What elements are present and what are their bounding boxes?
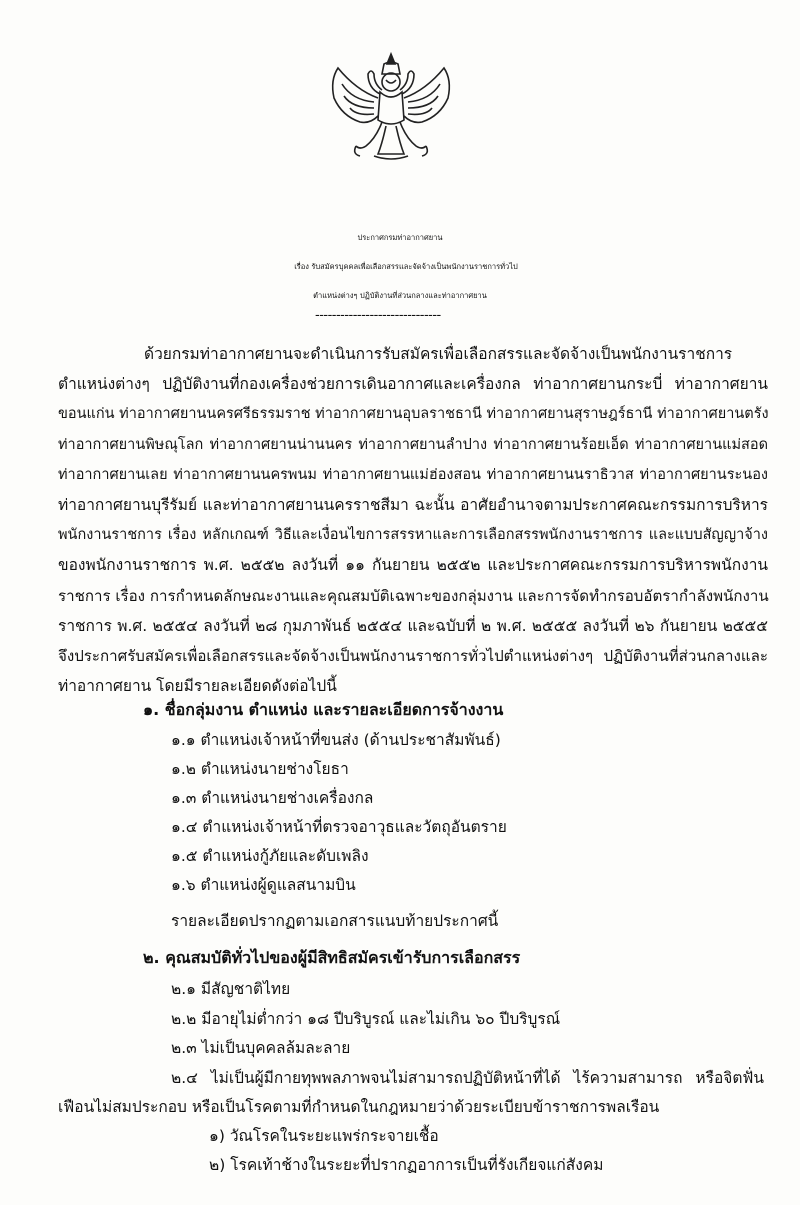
section-2-item: ๒.๑ มีสัญชาติไทย — [171, 980, 291, 998]
intro-line: ตำแหน่งต่างๆ ปฏิบัติงานที่กองเครื่องช่วยการเดินอากาศและเครื่องกล ท่าอากาศยานกระบี่ ท่าอากาศยาน — [58, 375, 768, 394]
section-1-item: ๑.๕ ตำแหน่งกู้ภัยและดับเพลิง — [171, 847, 369, 865]
intro-line: ด้วยกรมท่าอากาศยานจะดำเนินการรับสมัครเพื่อเลือกสรรและจัดจ้างเป็นพนักงานราชการ — [144, 345, 733, 363]
intro-line: ขอนแก่น ท่าอากาศยานนครศรีธรรมราช ท่าอากาศยานอุบลราชธานี ท่าอากาศยานสุราษฎร์ธานี ท่าอากาศยานตรัง — [58, 406, 769, 423]
section-1-item: ๑.๒ ตำแหน่งนายช่างโยธา — [171, 760, 349, 778]
intro-line: ท่าอากาศยาน โดยมีรายละเอียดดังต่อไปนี้ — [58, 677, 337, 696]
section-2-item: ๒.๓ ไม่เป็นบุคคลล้มละลาย — [171, 1039, 351, 1057]
section-1-item: ๑.๓ ตำแหน่งนายช่างเครื่องกล — [171, 789, 374, 807]
announcement-title: ประกาศกรมท่าอากาศยาน — [357, 233, 443, 242]
intro-line: จึงประกาศรับสมัครเพื่อเลือกสรรและจัดจ้างเป็นพนักงานราชการทั่วไปตำแหน่งต่างๆ ปฏิบัติงานที่ส่วนกลางและ — [58, 646, 768, 665]
section-1-item: ๑.๔ ตำแหน่งเจ้าหน้าที่ตรวจอาวุธและวัตถุอันตราย — [171, 818, 507, 836]
announcement-positions: ตำแหน่งต่างๆ ปฏิบัติงานที่ส่วนกลางและท่าอากาศยาน — [313, 291, 487, 300]
heading-divider: ------------------------------ — [315, 310, 441, 322]
intro-line: พนักงานราชการ เรื่อง หลักเกณฑ์ วิธีและเงื่อนไขการสรรหาและการเลือกสรรพนักงานราชการ และแบบสัญญาจ้าง — [58, 527, 768, 544]
intro-line: ราชการ พ.ศ. ๒๕๕๔ ลงวันที่ ๒๘ กุมภาพันธ์ ๒๕๕๔ และฉบับที่ ๒ พ.ศ. ๒๕๕๕ ลงวันที่ ๒๖ กันยายน ๒๕๕๕ — [58, 616, 768, 635]
intro-line: ท่าอากาศยานบุรีรัมย์ และท่าอากาศยานนครราชสีมา ฉะนั้น อาศัยอำนาจตามประกาศคณะกรรมการบริหาร — [58, 495, 768, 514]
intro-line: ท่าอากาศยานเลย ท่าอากาศยานนครพนม ท่าอากาศยานแม่ฮ่องสอน ท่าอากาศยานนราธิวาส ท่าอากาศยานระนอง — [58, 466, 768, 483]
disease-item: ๑) วัณโรคในระยะแพร่กระจายเชื้อ — [209, 1127, 439, 1145]
announcement-subject: เรื่อง รับสมัครบุคคลเพื่อเลือกสรรและจัดจ้างเป็นพนักงานราชการทั่วไป — [294, 262, 518, 271]
section-2-title: ๒. คุณสมบัติทั่วไปของผู้มีสิทธิสมัครเข้ารับการเลือกสรร — [143, 948, 521, 967]
section-1-note: รายละเอียดปรากฏตามเอกสารแนบท้ายประกาศนี้ — [171, 912, 499, 930]
intro-line: ของพนักงานราชการ พ.ศ. ๒๕๕๒ ลงวันที่ ๑๑ กันยายน ๒๕๕๒ และประกาศคณะกรรมการบริหารพนักงาน — [58, 556, 768, 575]
section-2-item-4-line-1: ๒.๔ ไม่เป็นผู้มีกายทุพพลภาพจนไม่สามารถปฏิบัติหน้าที่ได้ ไร้ความสามารถ หรือจิตฟั่น — [171, 1069, 764, 1087]
intro-line: ราชการ เรื่อง การกำหนดลักษณะงานและคุณสมบัติเฉพาะของกลุ่มงาน และการจัดทำกรอบอัตรากำลังพนักงาน — [58, 586, 769, 605]
intro-line: ท่าอากาศยานพิษณุโลก ท่าอากาศยานน่านนคร ท่าอากาศยานลำปาง ท่าอากาศยานร้อยเอ็ด ท่าอากาศยานแม่สอด — [58, 436, 768, 453]
section-1-item: ๑.๑ ตำแหน่งเจ้าหน้าที่ขนส่ง (ด้านประชาสัมพันธ์) — [171, 731, 501, 749]
section-2-item-4-line-2: เฟือนไม่สมประกอบ หรือเป็นโรคตามที่กำหนดในกฎหมายว่าด้วยระเบียบข้าราชการพลเรือน — [58, 1098, 660, 1116]
intro-paragraph — [58, 344, 768, 706]
section-1-item: ๑.๖ ตำแหน่งผู้ดูแลสนามบิน — [171, 876, 356, 894]
garuda-emblem-icon — [316, 50, 466, 162]
section-1-title: ๑. ชื่อกลุ่มงาน ตำแหน่ง และรายละเอียดการจ้างงาน — [143, 700, 504, 719]
disease-item: ๒) โรคเท้าช้างในระยะที่ปรากฏอาการเป็นที่รังเกียจแก่สังคม — [209, 1156, 604, 1174]
section-2-item: ๒.๒ มีอายุไม่ต่ำกว่า ๑๘ ปีบริบูรณ์ และไม่เกิน ๖๐ ปีบริบูรณ์ — [171, 1010, 561, 1028]
